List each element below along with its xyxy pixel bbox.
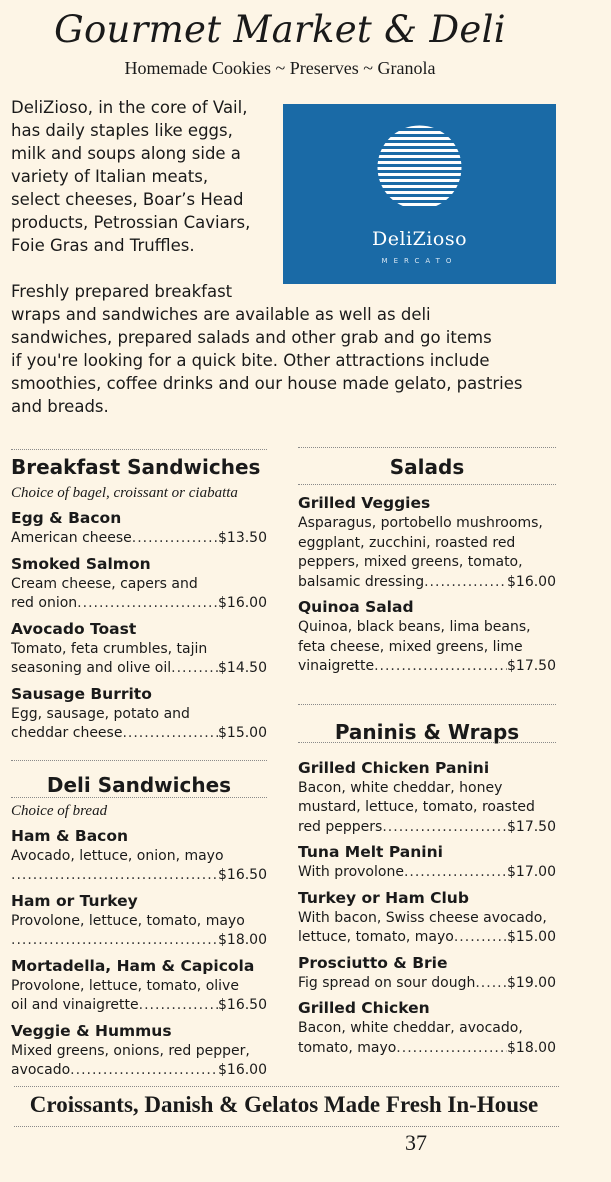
menu-item-price: $18.00 bbox=[218, 932, 267, 948]
right-column bbox=[298, 448, 556, 1058]
menu-item-price: $17.50 bbox=[507, 658, 556, 674]
menu-item-price: $13.50 bbox=[218, 530, 267, 546]
page-title: Gourmet Market & Deli bbox=[54, 8, 506, 51]
intro-line: select cheeses, Boar’s Head bbox=[11, 190, 244, 209]
delizioso-logo bbox=[283, 104, 556, 284]
dot-leader bbox=[77, 594, 218, 614]
menu-item-price-line bbox=[11, 724, 267, 744]
menu-item-name: Smoked Salmon bbox=[11, 554, 151, 573]
section-heading-deli: Deli Sandwiches bbox=[46, 772, 232, 797]
dot-leader bbox=[374, 657, 507, 677]
menu-item-name: Turkey or Ham Club bbox=[298, 888, 469, 907]
menu-item-price-line bbox=[11, 931, 267, 951]
menu-item-name: Egg & Bacon bbox=[11, 509, 122, 527]
menu-item-name: Veggie & Hummus bbox=[11, 1021, 172, 1040]
menu-item bbox=[298, 493, 556, 592]
menu-item-price: $18.00 bbox=[507, 1039, 556, 1056]
menu-item-price: $15.00 bbox=[218, 725, 267, 741]
menu-item bbox=[298, 758, 556, 838]
dot-leader bbox=[396, 1039, 507, 1059]
left-column bbox=[11, 448, 267, 1081]
menu-item-desc: Provolone, lettuce, tomato, mayo bbox=[11, 912, 245, 929]
intro-line: variety of Italian meats, bbox=[11, 167, 209, 186]
menu-item bbox=[11, 891, 267, 951]
menu-item-desc: red peppers bbox=[298, 818, 383, 835]
menu-item-price: $17.00 bbox=[507, 864, 556, 880]
menu-item-name: Mortadella, Ham & Capicola bbox=[11, 956, 255, 975]
menu-item-name: Ham & Bacon bbox=[11, 826, 129, 845]
section-heading-paninis: Paninis & Wraps bbox=[334, 719, 520, 744]
page-number: 37 bbox=[405, 1130, 427, 1155]
menu-item-price: $16.00 bbox=[218, 1062, 267, 1078]
menu-item-price-line bbox=[298, 863, 556, 883]
dot-leader bbox=[139, 996, 218, 1016]
menu-item-desc: tomato, mayo bbox=[298, 1039, 397, 1056]
menu-item bbox=[11, 619, 267, 679]
intro-line: Freshly prepared breakfast bbox=[11, 282, 233, 301]
menu-item-price: $19.00 bbox=[507, 974, 556, 991]
menu-item-desc: lettuce, tomato, mayo bbox=[298, 929, 454, 945]
footer-tagline: Croissants, Danish & Gelatos Made Fresh In-House bbox=[29, 1092, 539, 1117]
menu-item-desc: vinaigrette bbox=[298, 658, 375, 674]
menu-item-price-line bbox=[298, 974, 556, 994]
intro-paragraph-wide bbox=[11, 280, 571, 418]
menu-item-name: Quinoa Salad bbox=[298, 598, 414, 616]
section-note: Choice of bagel, croissant or ciabatta bbox=[11, 485, 238, 501]
menu-item-price-line bbox=[11, 866, 267, 886]
intro-line: DeliZioso, in the core of Vail, bbox=[11, 98, 248, 117]
menu-item bbox=[298, 842, 556, 883]
intro-line: if you're looking for a quick bite. Other attractions include bbox=[11, 351, 490, 370]
dot-leader bbox=[11, 866, 218, 886]
menu-item-desc: Mixed greens, onions, red pepper, bbox=[11, 1042, 250, 1059]
menu-item-name: Tuna Melt Panini bbox=[298, 843, 443, 861]
intro-line: wraps and sandwiches are available as well as deli bbox=[11, 305, 431, 324]
menu-item-price: $16.00 bbox=[218, 595, 267, 611]
menu-item-price-line bbox=[298, 1039, 556, 1059]
menu-item-desc: American cheese bbox=[11, 530, 132, 546]
menu-item-price: $16.50 bbox=[218, 997, 267, 1013]
dot-leader bbox=[70, 1061, 218, 1081]
menu-item bbox=[11, 826, 267, 886]
menu-item-desc: Fig spread on sour dough bbox=[298, 974, 476, 991]
intro-line: and breads. bbox=[11, 397, 109, 416]
menu-item-name: Grilled Chicken Panini bbox=[298, 758, 490, 777]
menu-item-name: Grilled Veggies bbox=[298, 494, 431, 512]
menu-item-price-line bbox=[11, 1061, 267, 1081]
menu-item bbox=[298, 597, 556, 677]
menu-item-desc: avocado bbox=[11, 1062, 71, 1078]
menu-item-desc: With provolone bbox=[298, 864, 404, 880]
intro-line: sandwiches, prepared salads and other grab and go items bbox=[11, 328, 492, 347]
divider bbox=[14, 1126, 559, 1127]
dot-leader bbox=[475, 974, 507, 994]
menu-item-desc: Cream cheese, capers and bbox=[11, 575, 198, 592]
dot-leader bbox=[382, 818, 507, 838]
dot-leader bbox=[171, 659, 218, 679]
menu-item-desc: Bacon, white cheddar, honey mustard, lettuce, tomato, roasted bbox=[298, 779, 535, 815]
dot-leader bbox=[404, 863, 507, 883]
intro-line: milk and soups along side a bbox=[11, 144, 241, 163]
menu-item-desc: Provolone, lettuce, tomato, olive bbox=[11, 977, 239, 994]
intro-paragraph-narrow bbox=[11, 96, 281, 257]
dot-leader bbox=[11, 931, 218, 951]
menu-item-price-line bbox=[298, 928, 556, 948]
intro-line: Foie Gras and Truffles. bbox=[11, 236, 195, 255]
menu-item-price-line bbox=[11, 594, 267, 614]
logo-subtext: MERCATO bbox=[381, 257, 458, 265]
menu-item-desc: oil and vinaigrette bbox=[11, 997, 139, 1013]
menu-item-name: Avocado Toast bbox=[11, 619, 137, 638]
menu-item-price: $15.00 bbox=[507, 929, 556, 945]
menu-item-price-line bbox=[298, 573, 556, 593]
menu-item-price: $14.50 bbox=[218, 660, 267, 676]
menu-item bbox=[11, 684, 267, 744]
menu-item-desc: Quinoa, black beans, lima beans, feta cheese, mixed greens, lime bbox=[298, 619, 531, 655]
page-subtitle: Homemade Cookies ~ Preserves ~ Granola bbox=[124, 58, 436, 78]
menu-item bbox=[298, 953, 556, 994]
menu-item-desc: With bacon, Swiss cheese avocado, bbox=[298, 909, 547, 926]
intro-line: smoothies, coffee drinks and our house made gelato, pastries bbox=[11, 374, 523, 393]
sun-stripes-icon bbox=[372, 120, 467, 215]
menu-item-desc: seasoning and olive oil bbox=[11, 660, 172, 676]
menu-item bbox=[11, 1021, 267, 1081]
menu-item-desc: balsamic dressing bbox=[298, 573, 425, 590]
section-heading-breakfast: Breakfast Sandwiches bbox=[11, 455, 261, 479]
menu-item-desc: Tomato, feta crumbles, tajin bbox=[11, 640, 208, 657]
intro-line: products, Petrossian Caviars, bbox=[11, 213, 251, 232]
menu-item-name: Prosciutto & Brie bbox=[298, 953, 448, 972]
dot-leader bbox=[132, 529, 218, 549]
menu-item-name: Ham or Turkey bbox=[11, 891, 138, 910]
menu-item-price: $16.00 bbox=[507, 573, 556, 590]
menu-item-price: $17.50 bbox=[507, 818, 556, 835]
menu-item-name: Grilled Chicken bbox=[298, 999, 430, 1017]
dot-leader bbox=[424, 573, 507, 593]
section-heading-salads: Salads bbox=[389, 455, 465, 479]
dot-leader bbox=[122, 724, 218, 744]
menu-item-price-line bbox=[11, 659, 267, 679]
menu-item-desc: Egg, sausage, potato and bbox=[11, 705, 190, 722]
dot-leader bbox=[454, 928, 507, 948]
menu-item-price-line bbox=[298, 657, 556, 677]
menu-item bbox=[298, 998, 556, 1058]
menu-item bbox=[11, 956, 267, 1016]
divider bbox=[14, 1086, 559, 1087]
logo-wordmark: DeliZioso bbox=[371, 228, 468, 250]
menu-item-price-line bbox=[11, 996, 267, 1016]
section-note: Choice of bread bbox=[11, 802, 108, 819]
menu-item bbox=[11, 508, 267, 549]
menu-item bbox=[298, 888, 556, 948]
menu-item-price-line bbox=[11, 529, 267, 549]
menu-item-desc: Avocado, lettuce, onion, mayo bbox=[11, 847, 224, 864]
intro-line: has daily staples like eggs, bbox=[11, 121, 233, 140]
menu-item-desc: Bacon, white cheddar, avocado, bbox=[298, 1020, 523, 1036]
menu-item-name: Sausage Burrito bbox=[11, 684, 152, 703]
menu-item-desc: red onion bbox=[11, 595, 78, 611]
menu-item-price-line bbox=[298, 818, 556, 838]
menu-item-price: $16.50 bbox=[218, 867, 267, 883]
menu-item bbox=[11, 554, 267, 614]
menu-item-desc: Asparagus, portobello mushrooms, eggplant, zucchini, roasted red peppers, mixed greens, tomato, bbox=[298, 515, 543, 570]
menu-item-desc: cheddar cheese bbox=[11, 725, 123, 741]
